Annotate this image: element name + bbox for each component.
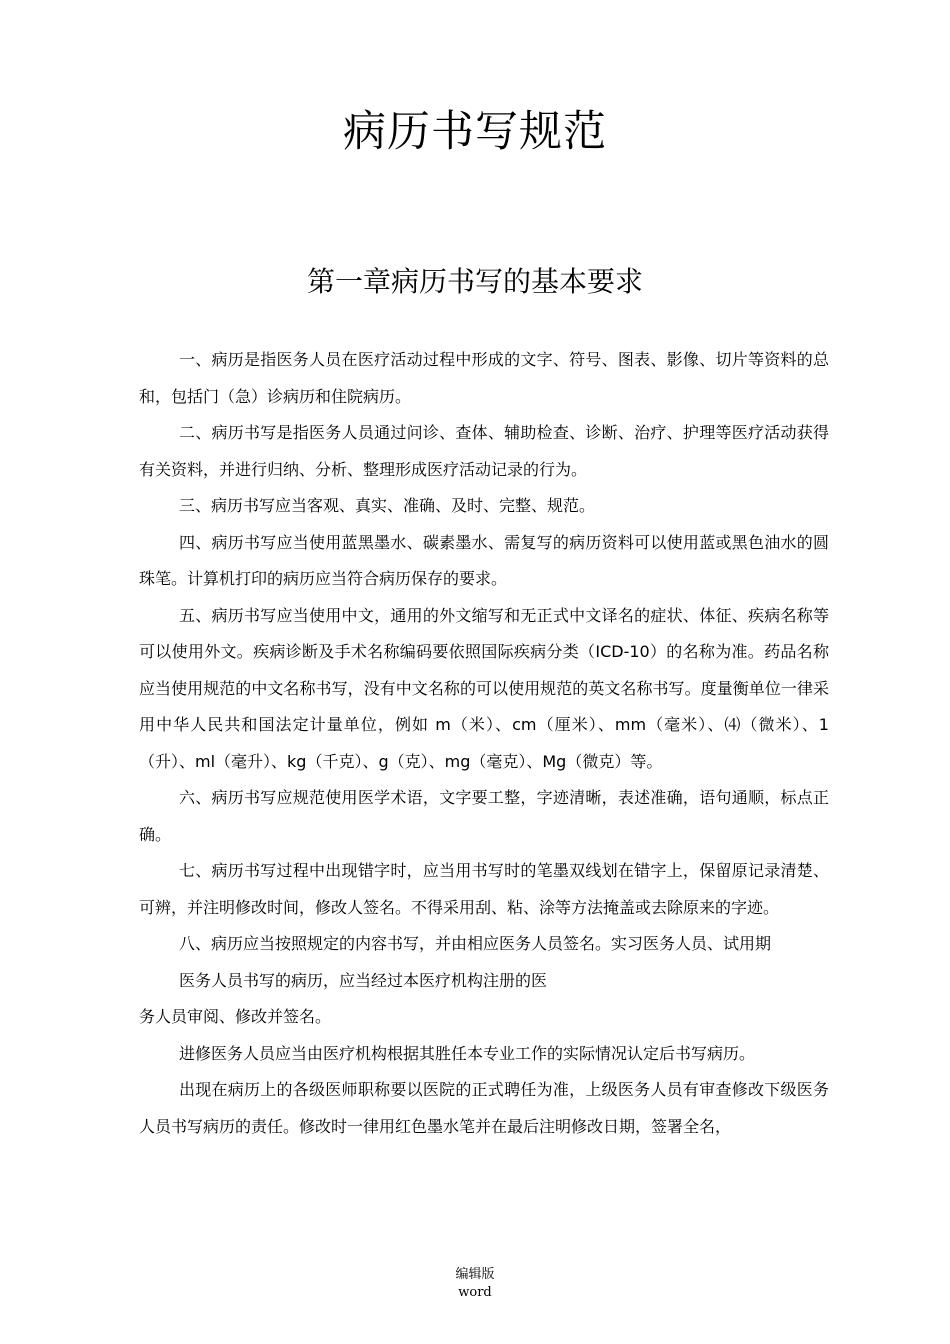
document-body <box>139 342 829 1145</box>
paragraph-8-tail-line: 务人员审阅、修改并签名。 <box>139 1007 332 1026</box>
paragraph-5: 五、病历书写应当使用中文，通用的外文缩写和无正式中文译名的症状、体征、疾病名称等可以使用外文。疾病诊断及手术名称编码要依照国际疾病分类（ICD-10）的名称为准。药品名称应当使用规范的中文名称书写，没有中文名称的可以使用规范的英文名称书写。度量衡单位一律采用中华人民共和国法定计量单位，例如 m（米）、cm（厘米）、mm（毫米）、⑷（微米）、1（升）、ml（毫升）、kg（千克）、g（克）、mg（毫克）、Mg（微克）等。 <box>139 605 829 771</box>
paragraph-4: 四、病历书写应当使用蓝黑墨水、碳素墨水、需复写的病历资料可以使用蓝或黑色油水的圆珠笔。计算机打印的病历应当符合病历保存的要求。 <box>139 532 829 588</box>
paragraph-refresher: 进修医务人员应当由医疗机构根据其胜任本专业工作的实际情况认定后书写病历。 <box>179 1043 756 1063</box>
paragraph-superior: 出现在病历上的各级医师职称要以医院的正式聘任为准，上级医务人员有审查修改下级医务人员书写病历的责任。修改时一律用红色墨水笔并在最后注明修改日期，签署全名， <box>139 1080 829 1136</box>
paragraph-8-inset-line: 医务人员书写的病历，应当经过本医疗机构注册的医 <box>179 970 548 990</box>
paragraph-2: 二、病历书写是指医务人员通过问诊、查体、辅助检查、诊断、治疗、护理等医疗活动获得有关资料，并进行归纳、分析、整理形成医疗活动记录的行为。 <box>139 423 829 479</box>
paragraph-7: 七、病历书写过程中出现错字时，应当用书写时的笔墨双线划在错字上，保留原记录清楚、可辨，并注明修改时间，修改人签名。不得采用刮、粘、涂等方法掩盖或去除原来的字迹。 <box>139 861 829 917</box>
page-footer <box>0 1266 950 1302</box>
paragraph-8: 八、病历应当按照规定的内容书写，并由相应医务人员签名。实习医务人员、试用期 <box>179 934 772 953</box>
footer-line-2: word <box>458 1285 492 1300</box>
chapter-title: 第一章病历书写的基本要求 <box>306 265 643 298</box>
paragraph-1: 一、病历是指医务人员在医疗活动过程中形成的文字、符号、图表、影像、切片等资料的总和，包括门（急）诊病历和住院病历。 <box>139 350 829 406</box>
paragraph-3: 三、病历书写应当客观、真实、准确、及时、完整、规范。 <box>179 496 596 515</box>
paragraph-6: 六、病历书写应规范使用医学术语，文字要工整，字迹清晰，表述准确，语句通顺，标点正确。 <box>139 788 829 844</box>
page-title: 病历书写规范 <box>343 107 607 157</box>
footer-line-1: 编辑版 <box>455 1267 495 1282</box>
